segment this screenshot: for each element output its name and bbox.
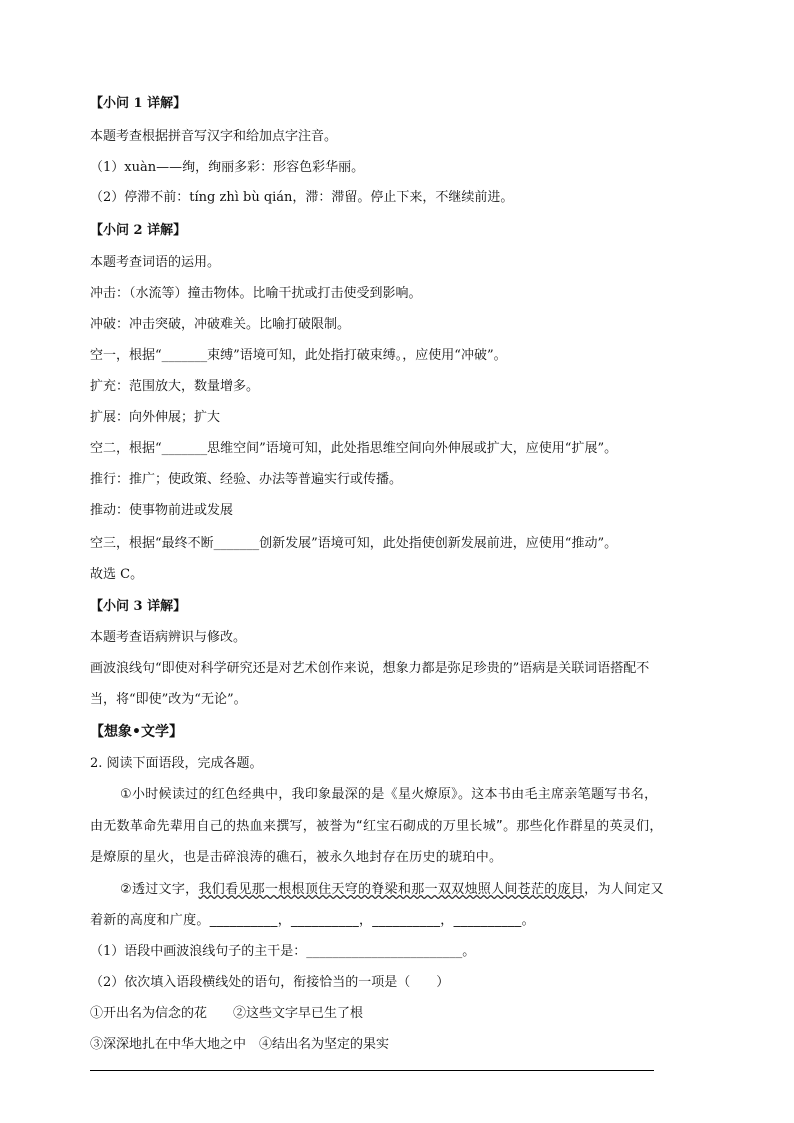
text-line: 本题考查词语的运用。 [90, 255, 221, 270]
text-line: 冲破：冲击突破，冲破难关。比喻打破限制。 [90, 317, 351, 332]
text-line: 空三，根据“最终不断_______创新发展”语境可知，此处指使创新发展前进，应使用“推动”。 [90, 536, 618, 551]
subquestion-2-heading: 【小问 2 详解】 [90, 223, 187, 238]
wavy-underlined-sentence: 我们看见那一根根顶住天穹的脊梁和那一双双烛照人间苍茫的庞目 [198, 882, 585, 897]
text-line: 冲击：（水流等）撞击物体。比喻干扰或打击使受到影响。 [90, 286, 422, 301]
text-line: （2）停滞不前：tíng zhì bù qián，滞：滞留。停止下来，不继续前进。 [90, 190, 514, 205]
question-2-prompt: 2. 阅读下面语段，完成各题。 [90, 756, 263, 771]
text-line: 扩充：范围放大，数量增多。 [90, 379, 260, 394]
text-line: 推动：使事物前进或发展 [90, 503, 234, 518]
text-line: （1）xuàn——绚，绚丽多彩：形容色彩华丽。 [90, 160, 365, 175]
text-line: 空一，根据“_______束缚”语境可知，此处指打破束缚。，应使用“冲破”。 [90, 348, 507, 363]
passage-line [120, 881, 664, 899]
passage-line: ①小时候读过的红色经典中，我印象最深的是《星火燎原》。这本书由毛主席亲笔题写书名， [120, 787, 658, 802]
text-line: 画波浪线句“即使对科学研究还是对艺术创作来说，想象力都是弥足珍贵的”语病是关联词语搭配不 [90, 661, 650, 676]
subquestion-3-heading: 【小问 3 详解】 [90, 599, 187, 614]
passage-line: 由无数革命先辈用自己的热血来撰写，被誉为“红宝石砌成的万里长城”。那些化作群星的英灵们， [90, 819, 663, 834]
passage-line-blanks: 着新的高度和广度。__________，__________，__________，__________。 [90, 913, 535, 928]
text-line: 本题考查语病辨识与修改。 [90, 630, 247, 645]
text-line: 本题考查根据拼音写汉字和给加点字注音。 [90, 129, 338, 144]
subquestion-1-heading: 【小问 1 详解】 [90, 96, 187, 111]
text-line: 扩展：向外伸展；扩大 [90, 410, 221, 425]
text-line: 空二，根据“_______思维空间”语境可知，此处指思维空间向外伸展或扩大，应使用“扩展”。 [90, 441, 618, 456]
footer-rule [90, 1070, 654, 1071]
passage-text: ②透过文字， [120, 882, 199, 897]
subquestion-2-prompt: （2）依次填入语段横线处的语句，衔接恰当的一项是（ ） [90, 975, 450, 990]
option-line: ①开出名为信念的花 ②这些文字早已生了根 [90, 1006, 364, 1021]
passage-line: 是燎原的星火，也是击碎浪涛的礁石，被永久地封存在历史的琥珀中。 [90, 850, 503, 865]
section-heading: 【想象•文学】 [90, 724, 183, 740]
option-line: ③深深地扎在中华大地之中 ④结出名为坚定的果实 [90, 1037, 390, 1052]
text-line: 故选 C。 [90, 567, 144, 582]
subquestion-1-prompt: （1）语段中画波浪线句子的主干是：________________________。 [90, 944, 476, 959]
text-line: 当，将“即使”改为“无论”。 [90, 692, 247, 707]
passage-text: ，为人间定又 [584, 882, 664, 897]
text-line: 推行：推广；使政策、经验、办法等普遍实行或传播。 [90, 472, 403, 487]
